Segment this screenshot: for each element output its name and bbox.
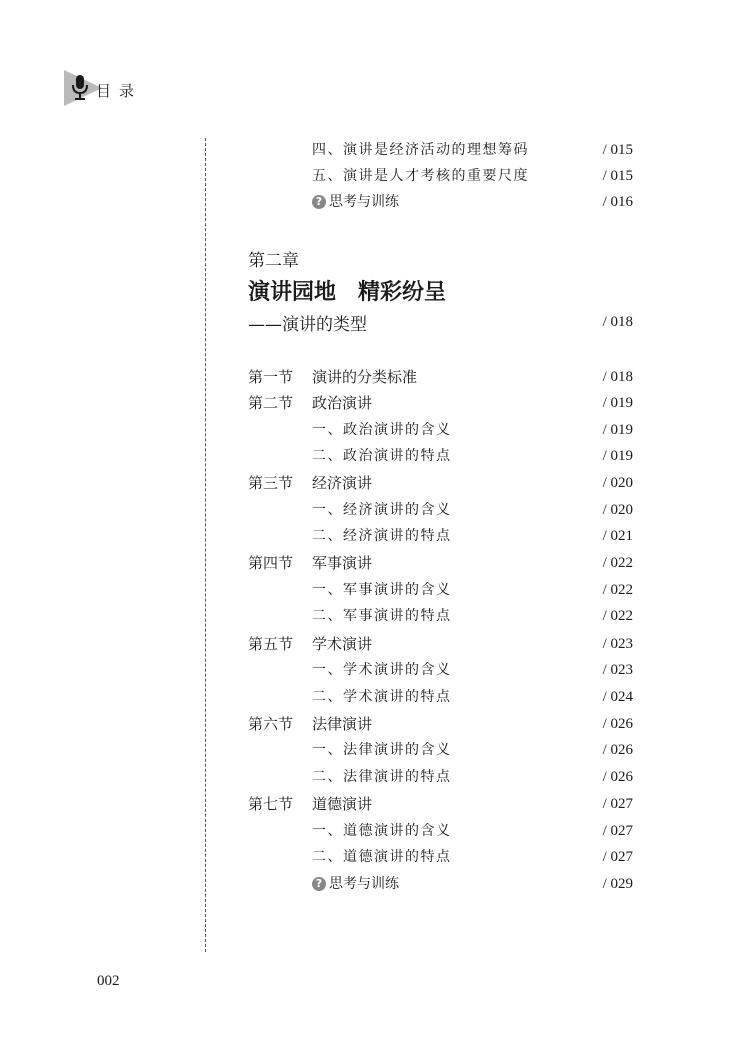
- toc-item[interactable]: 二、经济演讲的特点: [312, 528, 452, 544]
- toc-item-label: 四、演讲是经济活动的理想筹码: [312, 142, 529, 158]
- section-title[interactable]: 法律演讲: [312, 715, 373, 733]
- section-page: / 020: [602, 475, 633, 491]
- section-title[interactable]: 军事演讲: [312, 554, 373, 572]
- section-title[interactable]: 经济演讲: [312, 474, 373, 492]
- question-icon: ?: [312, 877, 326, 891]
- toc-item-label: 思考与训练: [329, 876, 399, 892]
- toc-item[interactable]: 一、政治演讲的含义: [312, 422, 452, 438]
- section-title[interactable]: 道德演讲: [312, 795, 373, 813]
- section-label: 第一节: [248, 368, 294, 386]
- toc-item-page: / 026: [602, 769, 633, 785]
- toc-item-page: / 023: [602, 662, 633, 678]
- toc-item-page: / 015: [602, 142, 633, 158]
- toc-item[interactable]: 一、经济演讲的含义: [312, 502, 452, 518]
- exercise-item[interactable]: [312, 872, 399, 896]
- section-page: / 023: [602, 636, 633, 652]
- toc-item-page: / 021: [602, 528, 633, 544]
- toc-item[interactable]: 二、法律演讲的特点: [312, 769, 452, 785]
- toc-item[interactable]: [312, 138, 529, 162]
- section-page: / 018: [602, 369, 633, 385]
- toc-item-page: / 026: [602, 742, 633, 758]
- page-number: 002: [97, 973, 120, 989]
- toc-item-page: / 019: [602, 448, 633, 464]
- section-label: 第四节: [248, 554, 294, 572]
- toc-item-page: / 027: [602, 823, 633, 839]
- section-label: 第二节: [248, 394, 294, 412]
- toc-item[interactable]: 一、法律演讲的含义: [312, 742, 452, 758]
- toc-item[interactable]: [312, 164, 529, 188]
- toc-item-page: / 029: [602, 876, 633, 892]
- chapter-label: 第二章: [248, 251, 299, 271]
- toc-item-page: / 019: [602, 422, 633, 438]
- chapter-subtitle: ——演讲的类型: [248, 315, 367, 335]
- toc-item[interactable]: 一、学术演讲的含义: [312, 662, 452, 678]
- toc-item-page: / 015: [602, 168, 633, 184]
- question-icon: ?: [312, 195, 326, 209]
- section-label: 第六节: [248, 715, 294, 733]
- toc-item-page: / 024: [602, 689, 633, 705]
- section-page: / 019: [602, 395, 633, 411]
- toc-item-label: 思考与训练: [329, 194, 399, 210]
- toc-item-page: / 016: [602, 194, 633, 210]
- chapter-page: / 018: [602, 314, 633, 330]
- toc-item-label: 五、演讲是人才考核的重要尺度: [312, 168, 529, 184]
- section-label: 第三节: [248, 474, 294, 492]
- toc-header: [62, 66, 182, 110]
- chapter-title[interactable]: 演讲园地 精彩纷呈: [248, 280, 447, 305]
- toc-item[interactable]: 一、军事演讲的含义: [312, 582, 452, 598]
- toc-item-page: / 020: [602, 502, 633, 518]
- exercise-item[interactable]: [312, 190, 399, 214]
- toc-item-page: / 027: [602, 849, 633, 865]
- section-title[interactable]: 学术演讲: [312, 635, 373, 653]
- section-label: 第五节: [248, 635, 294, 653]
- section-page: / 027: [602, 796, 633, 812]
- section-page: / 026: [602, 716, 633, 732]
- section-page: / 022: [602, 555, 633, 571]
- toc-item[interactable]: 二、政治演讲的特点: [312, 448, 452, 464]
- section-title[interactable]: 演讲的分类标准: [312, 368, 418, 386]
- page-title: 目录: [96, 82, 143, 100]
- section-title[interactable]: 政治演讲: [312, 394, 373, 412]
- section-label: 第七节: [248, 795, 294, 813]
- toc-item[interactable]: 一、道德演讲的含义: [312, 823, 452, 839]
- toc-item[interactable]: 二、军事演讲的特点: [312, 608, 452, 624]
- toc-item-page: / 022: [602, 582, 633, 598]
- dashed-divider: [205, 138, 206, 952]
- toc-item[interactable]: 二、道德演讲的特点: [312, 849, 452, 865]
- toc-item[interactable]: 二、学术演讲的特点: [312, 689, 452, 705]
- toc-item-page: / 022: [602, 608, 633, 624]
